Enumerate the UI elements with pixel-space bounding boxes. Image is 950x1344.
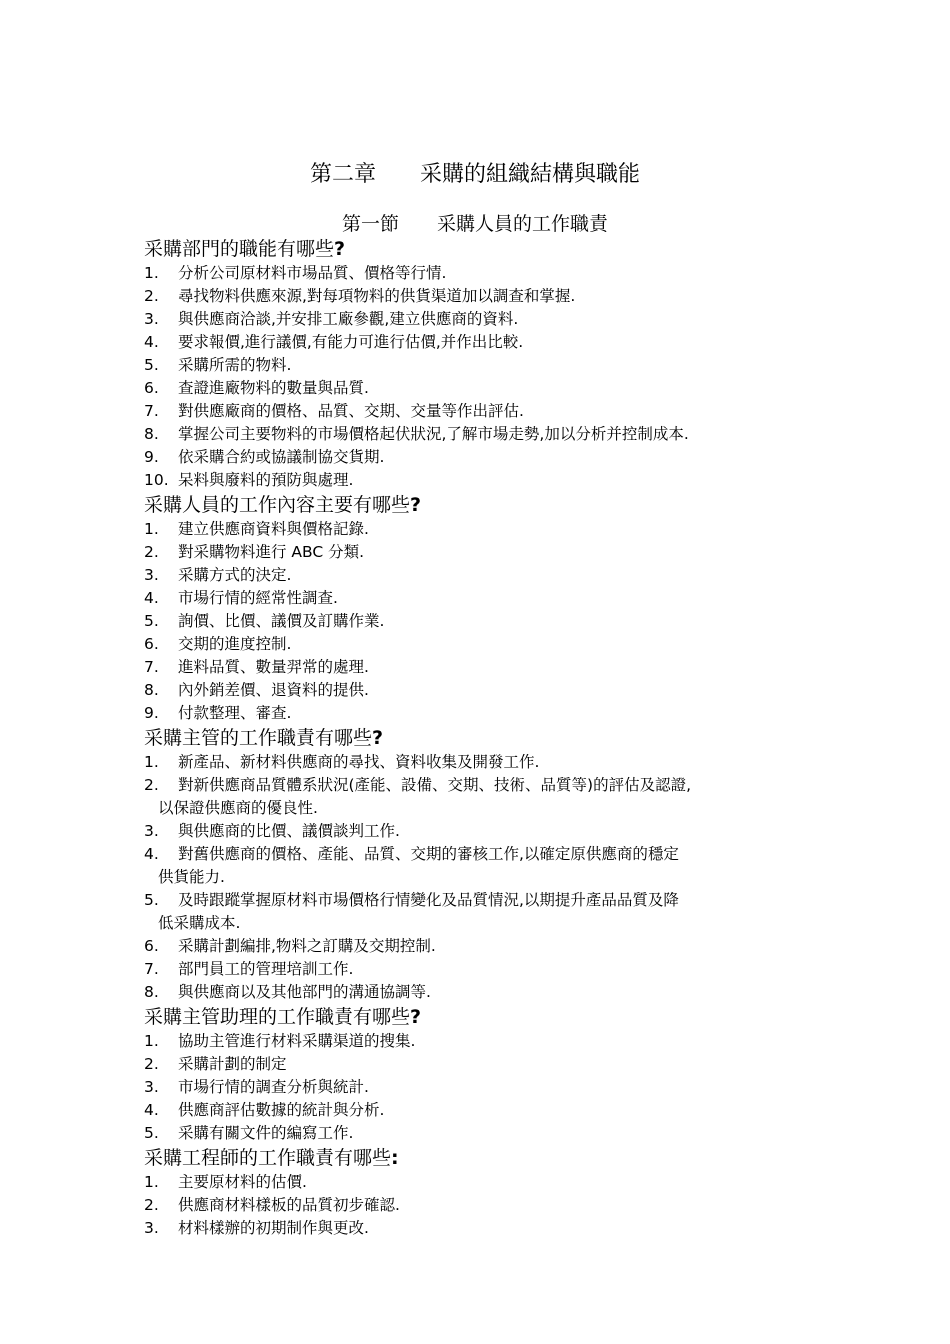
list-item-text: 及時跟蹤掌握原材料市場價格行情變化及品質情況,以期提升產品品質及降: [178, 891, 679, 909]
list-item-text: 采購計劃的制定: [178, 1055, 287, 1073]
list-item-number: 8.: [144, 425, 159, 443]
list-item-text: 新產品、新材料供應商的尋找、資料收集及開發工作.: [178, 753, 540, 771]
list-item: [144, 889, 834, 935]
list-item-text: 要求報價,進行議價,有能力可進行估價,并作出比較.: [178, 333, 524, 351]
list-item: [144, 1030, 834, 1053]
list-item: [144, 843, 834, 889]
list-item: [144, 354, 834, 377]
list-item-text: 協助主管進行材料采購渠道的搜集.: [178, 1032, 416, 1050]
list-item-number: 4.: [144, 1101, 159, 1119]
list-item-text: 與供應商的比價、議價談判工作.: [178, 822, 400, 840]
list-item-text: 尋找物料供應來源,對每項物料的供貨渠道加以調查和掌握.: [178, 287, 576, 305]
list-item-number: 4.: [144, 333, 159, 351]
list-item-text: 掌握公司主要物料的市場價格起伏狀況,了解市場走勢,加以分析并控制成本.: [178, 425, 689, 443]
section-heading-mark: :: [391, 1147, 399, 1169]
section-heading-text: 采購主管的工作職責有哪些: [144, 727, 373, 749]
list-item-number: 6.: [144, 379, 159, 397]
list-item-number: 7.: [144, 658, 159, 676]
list-item-number: 10.: [144, 471, 169, 489]
list-item: [144, 331, 834, 354]
list-item-number: 3.: [144, 822, 159, 840]
list-item: [144, 1053, 834, 1076]
list-item-text: 對采購物料進行 ABC 分類.: [178, 543, 365, 561]
list-item-number: 9.: [144, 448, 159, 466]
list-item-number: 2.: [144, 1196, 159, 1214]
list-item-number: 4.: [144, 845, 159, 863]
list-item: [144, 400, 834, 423]
list-item-number: 5.: [144, 356, 159, 374]
list-item: [144, 587, 834, 610]
list-item-number: 2.: [144, 287, 159, 305]
list-item-number: 7.: [144, 402, 159, 420]
section-heading: [144, 1004, 834, 1030]
list-item-text: 呆料與廢料的預防與處理.: [178, 471, 354, 489]
list-item-text: 分析公司原材料市場品質、價格等行情.: [178, 264, 447, 282]
list-item: [144, 377, 834, 400]
chapter-title: 第二章 采購的組織結構與職能: [309, 162, 640, 187]
list-item-continuation: 供貨能力.: [158, 868, 225, 886]
list-item: [144, 820, 834, 843]
list-item-text: 市場行情的調查分析與統計.: [178, 1078, 369, 1096]
section-list: [144, 518, 834, 725]
list-item: [144, 564, 834, 587]
list-item: [144, 958, 834, 981]
list-item: [144, 751, 834, 774]
list-item: [144, 702, 834, 725]
list-item-number: 2.: [144, 776, 159, 794]
list-item-number: 1.: [144, 264, 159, 282]
list-item-number: 6.: [144, 635, 159, 653]
section-list: [144, 1171, 834, 1240]
list-item: [144, 656, 834, 679]
list-item-number: 5.: [144, 1124, 159, 1142]
list-item: [144, 1122, 834, 1145]
section-list: [144, 1030, 834, 1145]
list-item-text: 材料樣辦的初期制作與更改.: [178, 1219, 369, 1237]
list-item: [144, 774, 834, 820]
list-item: [144, 935, 834, 958]
list-item-text: 采購方式的決定.: [178, 566, 292, 584]
section-heading-mark: ?: [372, 727, 384, 749]
list-item-number: 2.: [144, 543, 159, 561]
list-item-text: 交期的進度控制.: [178, 635, 292, 653]
list-item-text: 對新供應商品質體系狀況(產能、設備、交期、技術、品質等)的評估及認證,: [178, 776, 692, 794]
list-item-number: 8.: [144, 681, 159, 699]
list-item-text: 市場行情的經常性調查.: [178, 589, 338, 607]
list-item-number: 3.: [144, 1078, 159, 1096]
list-item-number: 4.: [144, 589, 159, 607]
section-title: 第一節 采購人員的工作職責: [341, 213, 608, 235]
list-item-text: 供應商材料樣板的品質初步確認.: [178, 1196, 400, 1214]
list-item: [144, 308, 834, 331]
section-heading-text: 采購人員的工作內容主要有哪些: [144, 494, 411, 516]
list-item-number: 5.: [144, 612, 159, 630]
list-item-continuation: 以保證供應商的優良性.: [158, 799, 318, 817]
section-heading-text: 采購部門的職能有哪些: [144, 238, 335, 260]
list-item: [144, 446, 834, 469]
document-content: [144, 236, 834, 1240]
list-item-number: 9.: [144, 704, 159, 722]
list-item-text: 對舊供應商的價格、產能、品質、交期的審核工作,以確定原供應商的穩定: [178, 845, 679, 863]
section-heading-mark: ?: [410, 1006, 422, 1028]
section-heading: [144, 725, 834, 751]
section-heading-text: 采購主管助理的工作職責有哪些: [144, 1006, 411, 1028]
section-list: [144, 751, 834, 1004]
list-item: [144, 423, 834, 446]
section-heading-mark: ?: [410, 494, 422, 516]
list-item: [144, 262, 834, 285]
list-item-text: 采購有關文件的編寫工作.: [178, 1124, 354, 1142]
list-item-text: 采購所需的物料.: [178, 356, 292, 374]
list-item-text: 與供應商洽談,并安排工廠參觀,建立供應商的資料.: [178, 310, 519, 328]
list-item-number: 3.: [144, 1219, 159, 1237]
list-item-number: 1.: [144, 753, 159, 771]
section-heading: [144, 1145, 834, 1171]
list-item: [144, 1076, 834, 1099]
list-item-text: 建立供應商資料與價格記錄.: [178, 520, 369, 538]
list-item-number: 3.: [144, 310, 159, 328]
section-heading-mark: ?: [334, 238, 346, 260]
section-heading-text: 采購工程師的工作職責有哪些: [144, 1147, 392, 1169]
list-item-text: 對供應廠商的價格、品質、交期、交量等作出評估.: [178, 402, 524, 420]
list-item-text: 依采購合約或協議制協交貨期.: [178, 448, 385, 466]
list-item-text: 內外銷差價、退資料的提供.: [178, 681, 369, 699]
list-item-number: 6.: [144, 937, 159, 955]
list-item-number: 1.: [144, 1173, 159, 1191]
list-item-text: 付款整理、審查.: [178, 704, 292, 722]
list-item-number: 1.: [144, 1032, 159, 1050]
list-item-text: 查證進廠物料的數量與品質.: [178, 379, 369, 397]
list-item-text: 主要原材料的估價.: [178, 1173, 307, 1191]
list-item-number: 7.: [144, 960, 159, 978]
list-item: [144, 1099, 834, 1122]
list-item: [144, 679, 834, 702]
list-item-number: 3.: [144, 566, 159, 584]
section-heading: [144, 236, 834, 262]
list-item: [144, 541, 834, 564]
list-item-number: 5.: [144, 891, 159, 909]
list-item: [144, 610, 834, 633]
list-item-text: 與供應商以及其他部門的溝通協調等.: [178, 983, 431, 1001]
list-item: [144, 633, 834, 656]
section-heading: [144, 492, 834, 518]
list-item: [144, 469, 834, 492]
list-item: [144, 1171, 834, 1194]
list-item-text: 供應商評估數據的統計與分析.: [178, 1101, 385, 1119]
list-item-number: 1.: [144, 520, 159, 538]
list-item-number: 2.: [144, 1055, 159, 1073]
list-item-number: 8.: [144, 983, 159, 1001]
list-item: [144, 1194, 834, 1217]
list-item: [144, 518, 834, 541]
section-list: [144, 262, 834, 492]
list-item-text: 采購計劃編排,物料之訂購及交期控制.: [178, 937, 436, 955]
list-item-text: 進料品質、數量羿常的處理.: [178, 658, 369, 676]
list-item: [144, 981, 834, 1004]
list-item-text: 部門員工的管理培訓工作.: [178, 960, 354, 978]
list-item-text: 詢價、比價、議價及訂購作業.: [178, 612, 385, 630]
list-item: [144, 285, 834, 308]
list-item: [144, 1217, 834, 1240]
list-item-continuation: 低采購成本.: [158, 914, 241, 932]
